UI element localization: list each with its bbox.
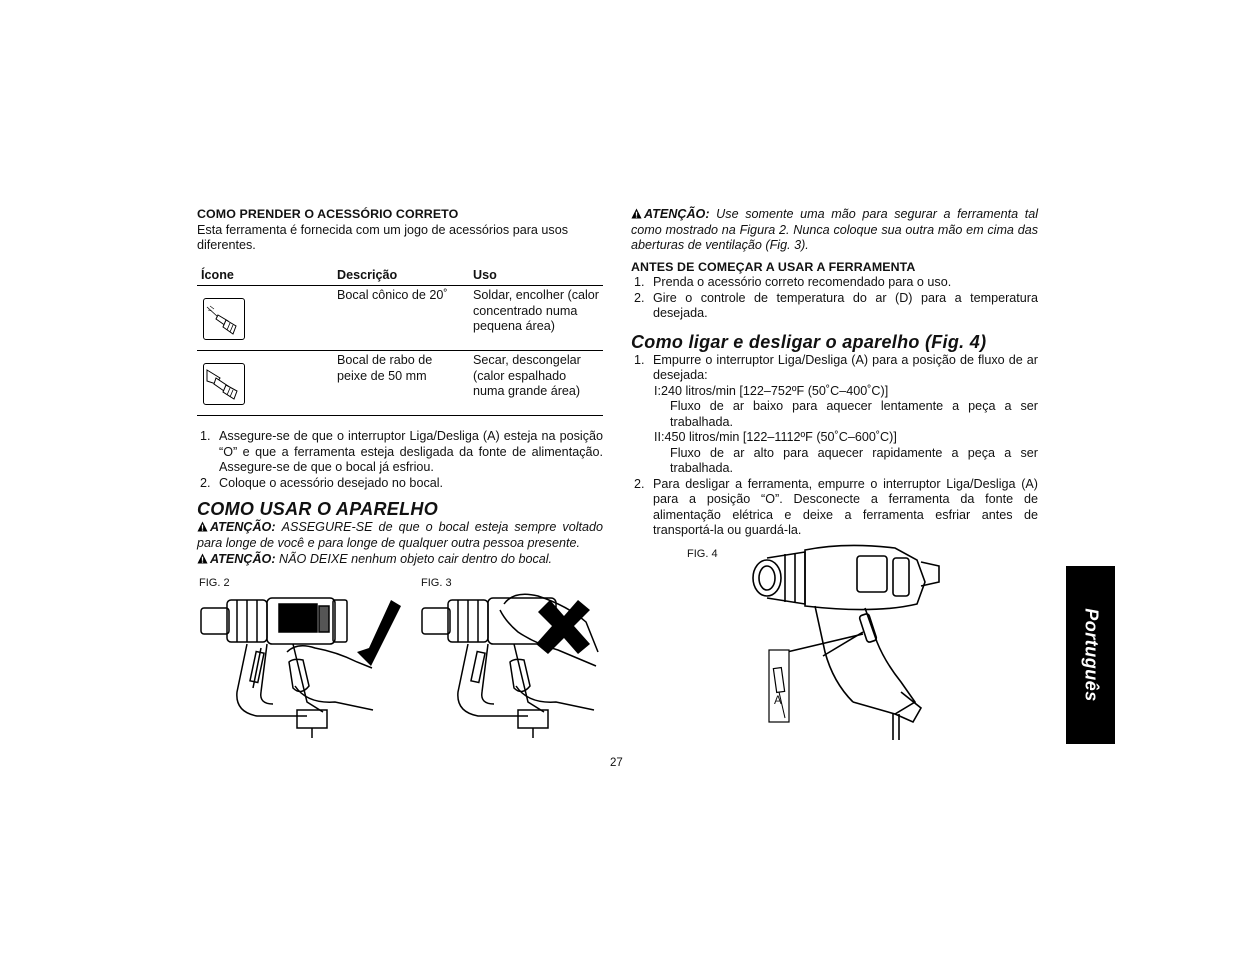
warning-triangle-icon xyxy=(197,521,208,532)
fig3-label: FIG. 3 xyxy=(421,577,452,589)
list-item: 2. Coloque o acessório desejado no bocal. xyxy=(200,475,444,490)
accessory-steps xyxy=(197,429,603,491)
on-off-steps xyxy=(631,353,1038,384)
on-off-steps-2 xyxy=(631,477,1038,539)
heading-on-off: Como ligar e desligar o aparelho (Fig. 4) xyxy=(631,331,987,352)
checkmark-icon xyxy=(357,600,401,666)
row1-description: Bocal cônico de 20˚ xyxy=(333,286,469,351)
cross-icon xyxy=(536,600,590,654)
fig4-label: FIG. 4 xyxy=(687,548,718,560)
table-header-description: Descrição xyxy=(333,267,469,286)
before-use-steps xyxy=(631,275,1038,322)
row2-description: Bocal de rabo de peixe de 50 mm xyxy=(333,351,469,416)
warning-nozzle-direction: ATENÇÃO: ASSEGURE-SE de que o bocal esteja sempre voltado para longe de você e para longe de qualquer outra pessoa presente. xyxy=(197,520,604,550)
section-title-before-use: ANTES DE COMEÇAR A USAR A FERRAMENTA xyxy=(631,259,916,274)
page-number: 27 xyxy=(610,757,623,769)
list-item: 2. Para desligar a ferramenta, empurre o interruptor Liga/Desliga (A) para a posição “O”. Desconecte a ferramenta da fonte de alimentação elétrica e deixe a ferramenta esfriar antes de transportá-la ou guardá-la. xyxy=(634,476,1038,537)
fig2-label: FIG. 2 xyxy=(199,577,230,589)
language-side-tab xyxy=(1066,566,1115,744)
fig2-heat-gun-one-hand-image xyxy=(197,592,407,740)
row1-use: Soldar, encolher (calor concentrado numa pequena área) xyxy=(469,286,603,351)
table-header-icon: Ícone xyxy=(197,267,333,286)
fig3-heat-gun-two-hands-image xyxy=(418,592,603,740)
fishtail-nozzle-icon xyxy=(203,363,245,405)
language-label: Português xyxy=(1081,608,1101,702)
warning-objects: ATENÇÃO: NÃO DEIXE nenhum objeto cair dentro do bocal. xyxy=(197,552,603,568)
warning-one-hand: ATENÇÃO: Use somente uma mão para segurar a ferramenta tal como mostrado na Figura 2. Nunca coloque sua outra mão em cima das aberturas de ventilação (Fig. 3). xyxy=(631,207,1039,252)
list-item: 1. Empurre o interruptor Liga/Desliga (A) para a posição de fluxo de ar desejada: xyxy=(634,352,1038,382)
table-header-row xyxy=(197,267,603,286)
fig4-callout-a: A xyxy=(774,695,782,707)
list-item: 1. Assegure-se de que o interruptor Liga/Desliga (A) esteja na posição “O” e que a ferramenta esteja desligada da fonte de alimentação. Assegure-se de que o bocal já esfriou. xyxy=(200,429,603,474)
table-row xyxy=(197,351,603,416)
warning-triangle-icon xyxy=(197,553,208,564)
setting-low-description: Fluxo de ar baixo para aquecer lentamente a peça a ser trabalhada. xyxy=(670,399,1038,429)
left-column xyxy=(197,207,603,568)
right-column xyxy=(631,207,1038,539)
setting-high: II:450 litros/min [122–1112ºF (50˚C–600˚C)] xyxy=(654,430,897,444)
list-item: 2. Gire o controle de temperatura do ar (D) para a temperatura desejada. xyxy=(634,290,1038,320)
section-title-accessory: COMO PRENDER O ACESSÓRIO CORRETO xyxy=(197,207,459,221)
accessory-table xyxy=(197,267,603,417)
list-item: 1. Prenda o acessório correto recomendado para o uso. xyxy=(634,275,952,289)
fig4-heat-gun-image xyxy=(745,542,945,742)
accessory-intro: Esta ferramenta é fornecida com um jogo de acessórios para usos diferentes. xyxy=(197,222,569,252)
table-header-use: Uso xyxy=(469,267,603,286)
table-row xyxy=(197,286,603,351)
cone-nozzle-icon xyxy=(203,298,245,340)
warning-triangle-icon xyxy=(631,208,642,219)
setting-high-description: Fluxo de ar alto para aquecer rapidamente a peça a ser trabalhada. xyxy=(670,445,1038,475)
setting-low: I:240 litros/min [122–752ºF (50˚C–400˚C)] xyxy=(654,383,889,398)
section-title-usage: COMO USAR O APARELHO xyxy=(197,499,439,519)
row2-use: Secar, descongelar (calor espalhado numa grande área) xyxy=(469,351,603,416)
